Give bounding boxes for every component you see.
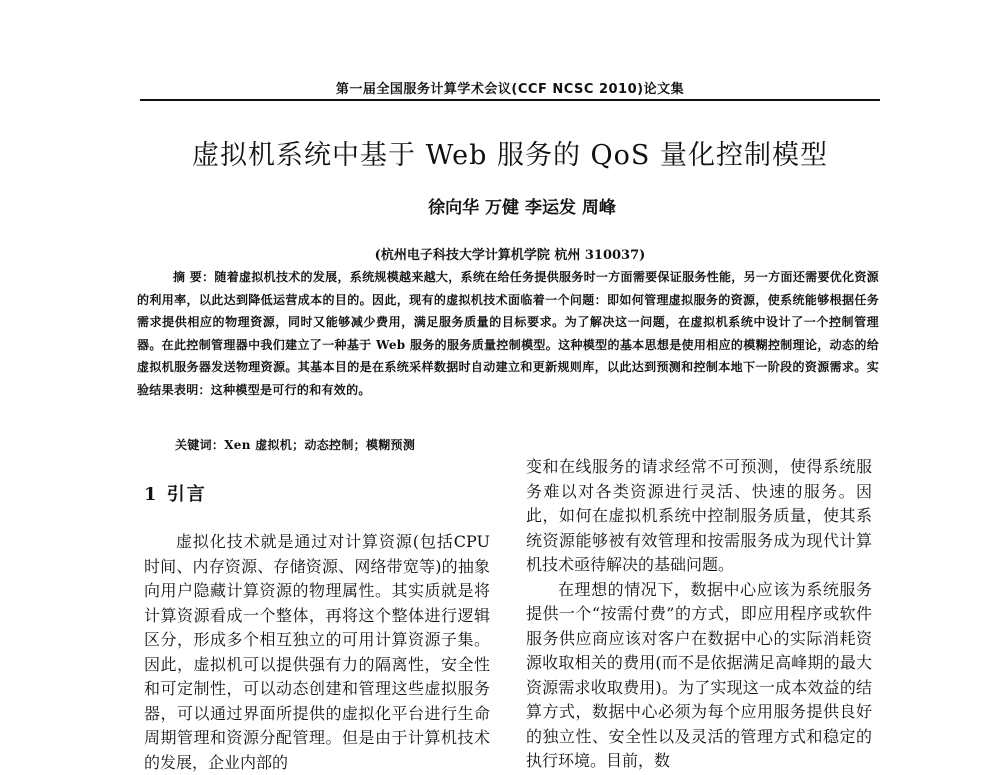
left-column-paragraph: 虚拟化技术就是通过对计算资源(包括CPU 时间、内存资源、存储资源、网络带宽等)的抽象向用户隐藏计算资源的物理属性。其实质就是将计算资源看成一个整体，再将这个整体进行逻辑区分，形成多个相互独立的可用计算资源子集。因此，虚拟机可以提供强有力的隔离性，安全性和可定制性，可以动态创建和管理这些虚拟服务器，可以通过界面所提供的虚拟化平台进行生命周期管理和资源分配管理。但是由于计算机技术的发展，企业内部的	[144, 532, 490, 772]
affiliation: (杭州电子科技大学计算机学院 杭州 310037)	[374, 248, 646, 263]
keywords: 关键词：Xen 虚拟机；动态控制；模糊预测	[175, 438, 416, 452]
section-heading-introduction: 1 引言	[144, 484, 207, 505]
abstract-label: 摘 要：	[173, 270, 215, 284]
right-column-paragraph-2: 在理想的情况下，数据中心应该为系统服务提供一个“按需付费”的方式，即应用程序或软件服务供应商应该对客户在数据中心的实际消耗资源收取相关的费用(而不是依据满足高峰期的最大资源需求收取费用)。为了实现这一成本效益的结算方式，数据中心必须为每个应用服务提供良好的独立性、安全性以及灵活的管理方式和稳定的执行环境。目前，数	[526, 579, 872, 770]
author-list: 徐向华 万健 李运发 周峰	[428, 198, 616, 218]
abstract-text: 随着虚拟机技术的发展，系统规模越来越大，系统在给任务提供服务时一方面需要保证服务性能，另一方面还需要优化资源的利用率，以此达到降低运营成本的目的。因此，现有的虚拟机技术面临着一个问题：即如何管理虚拟服务的资源，使系统能够根据任务需求提供相应的物理资源，同时又能够减少费用，满足服务质量的目标要求。为了解决这一问题，在虚拟机系统中设计了一个控制管理器。在此控制管理器中我们建立了一种基于 Web 服务的服务质量控制模型。这种模型的基本思想是使用相应的模糊控制理论，动态的给虚拟机服务器发送物理资源。其基本目的是在系统采样数据时自动建立和更新规则库，以此达到预测和控制本地下一阶段的资源需求。实验结果表明：这种模型是可行的和有效的。	[137, 270, 879, 397]
right-column	[526, 455, 872, 774]
abstract	[137, 266, 879, 401]
running-header: 第一届全国服务计算学术会议(CCF NCSC 2010)论文集	[335, 82, 685, 97]
header-divider	[140, 99, 880, 101]
right-column-paragraph-1: 变和在线服务的请求经常不可预测，使得系统服务难以对各类资源进行灵活、快速的服务。因此，如何在虚拟机系统中控制服务质量，使其系统资源能够被有效管理和按需服务成为现代计算机技术亟待解决的基础问题。	[526, 457, 872, 574]
paper-title: 虚拟机系统中基于 Web 服务的 QoS 量化控制模型	[191, 140, 829, 171]
